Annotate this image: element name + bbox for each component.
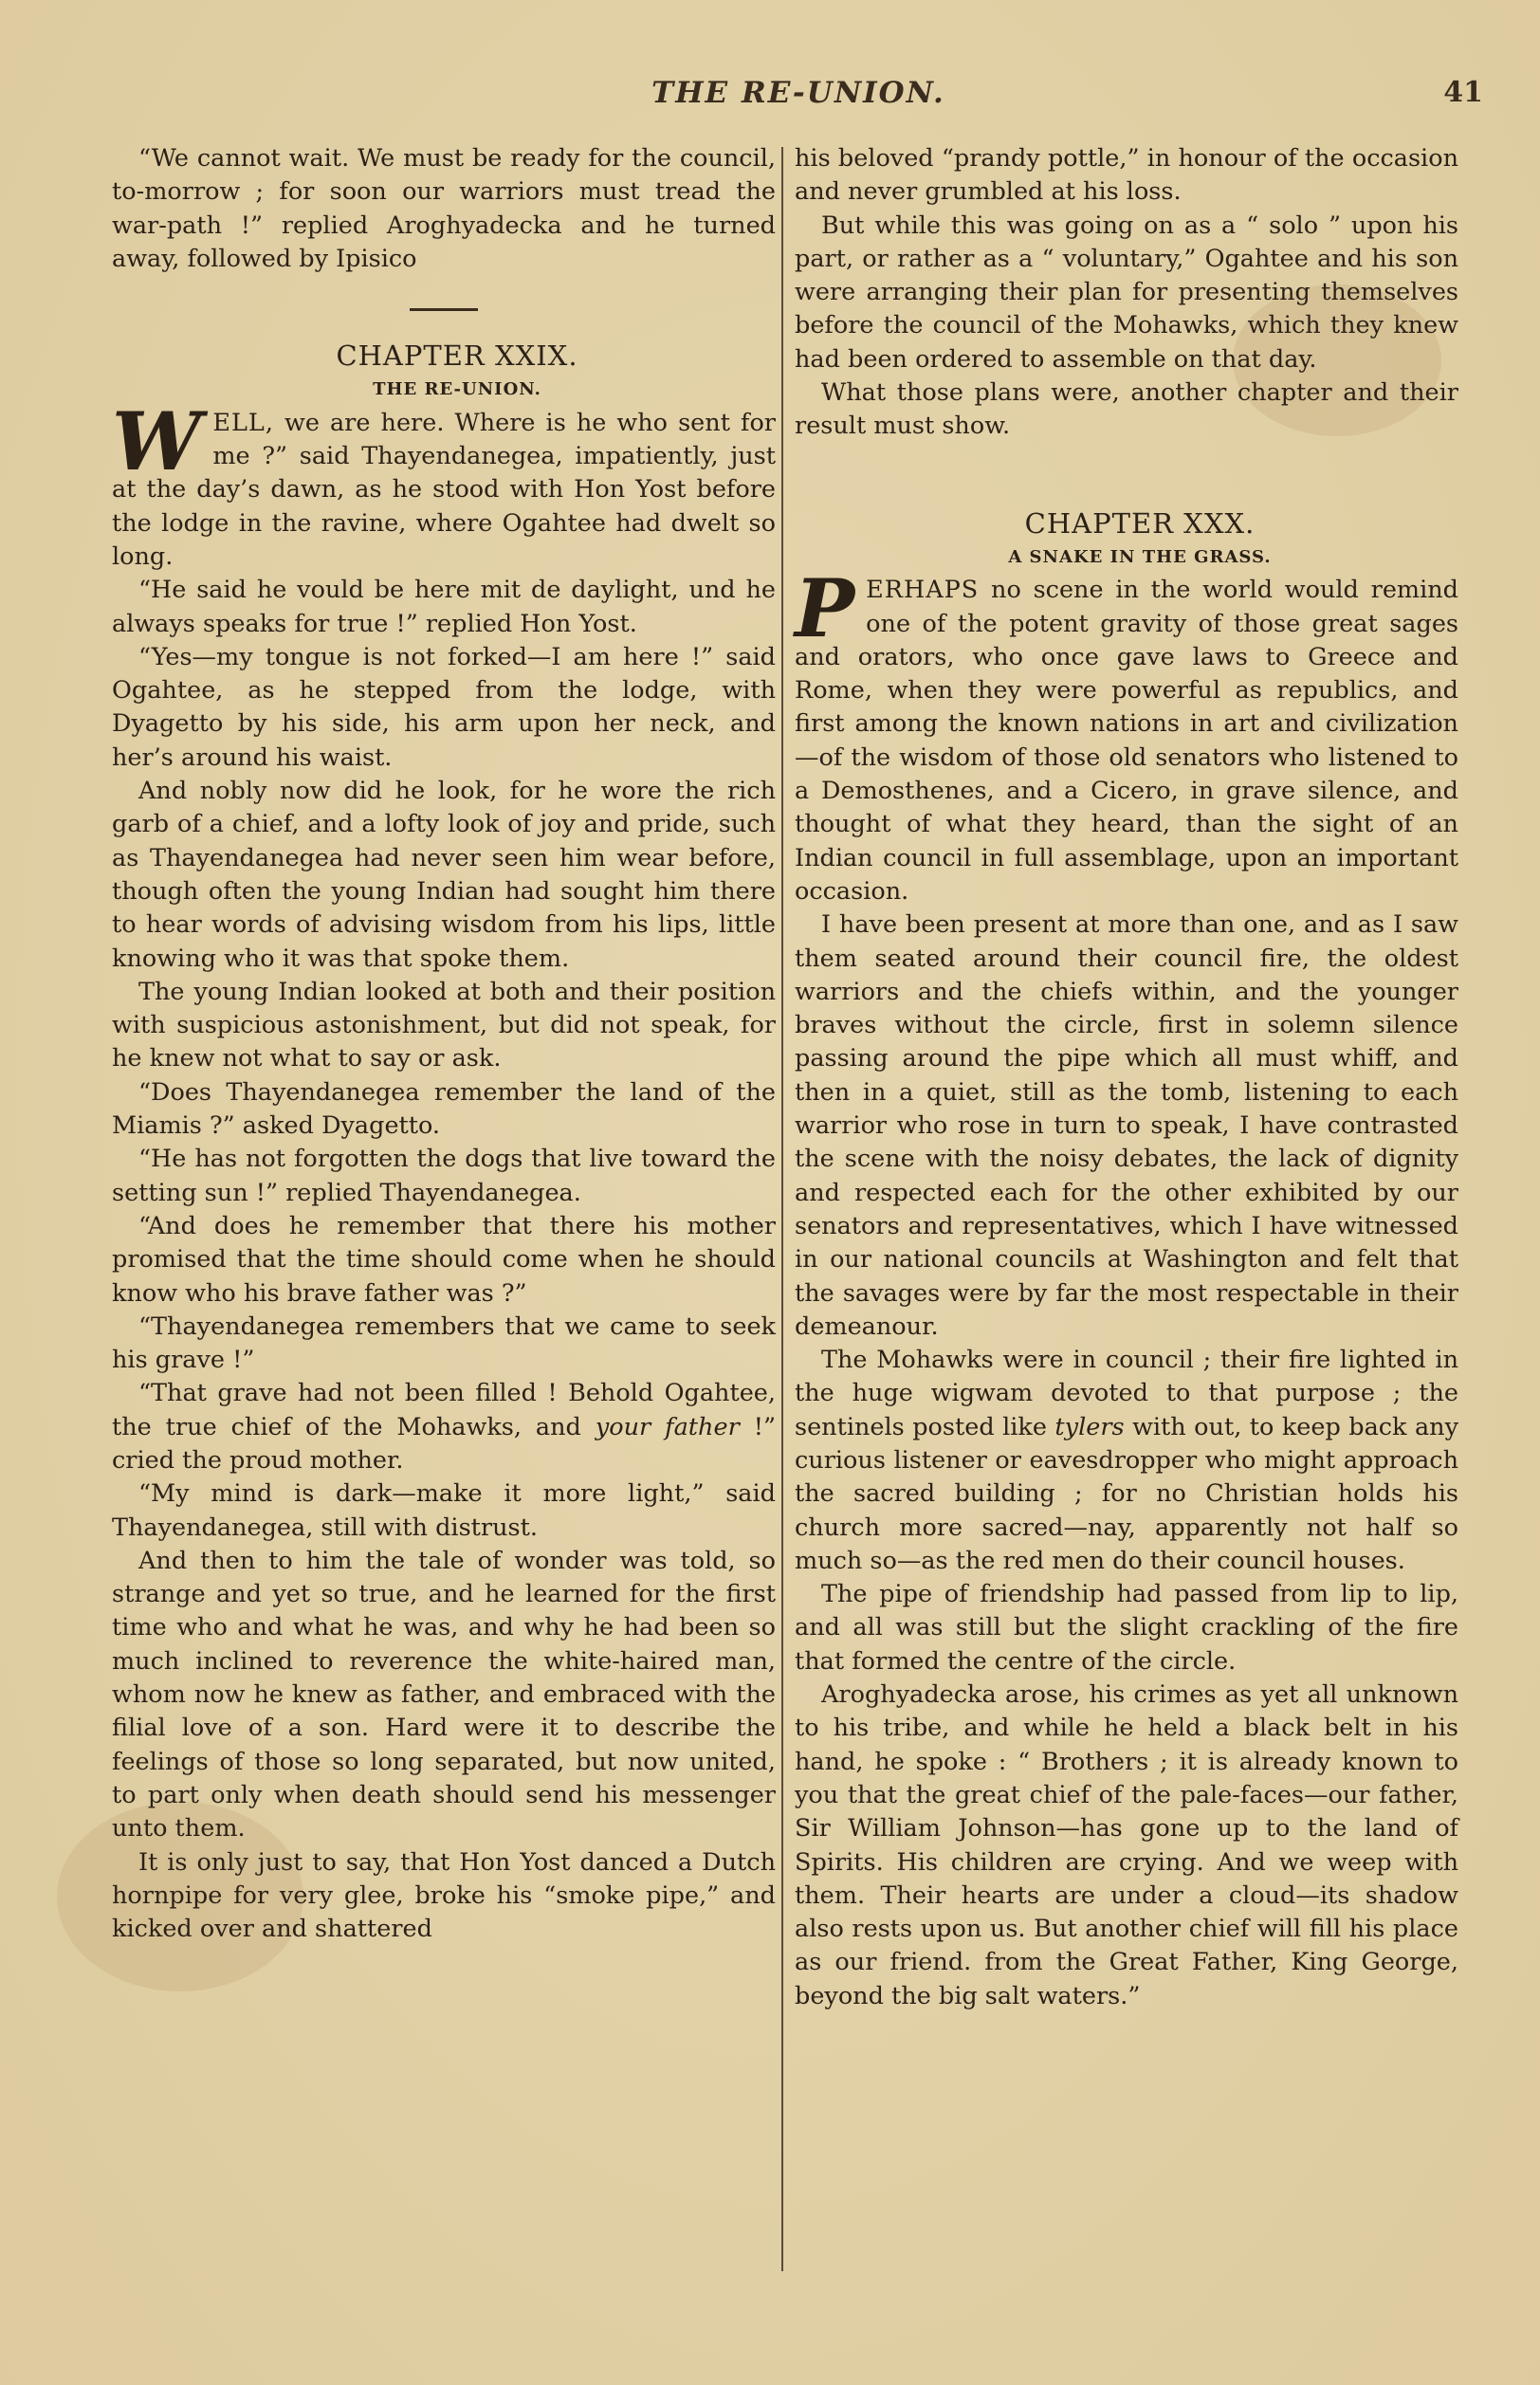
paragraph-dropcap [795,561,1458,908]
paragraph: It is only just to say, that Hon Yost danced a Dutch hornpipe for very glee, broke his “smoke pipe,” and kicked over and shattered [112,1847,776,1944]
left-column [112,142,776,1946]
paragraph: “We cannot wait. We must be ready for the council, to-morrow ; for soon our warriors must tread the war-path !” replied Aroghyadecka and he turned away, followed by Ipisico [112,144,776,273]
right-column [795,142,1458,2013]
emphasis-text: tylers [1054,1412,1125,1441]
section-divider [410,308,478,311]
running-head [114,76,1483,114]
paragraph: But while this was going on as a “ solo ” upon his part, or rather as a “ voluntary,” Ogahtee and his son were arranging their plan for presenting themselves before the council of the Mohawks, which they knew had been ordered to assemble on that day. [795,211,1458,374]
emphasis-text: your father [595,1412,740,1441]
paragraph: What those plans were, another chapter and their result must show. [795,378,1458,441]
paragraph: “My mind is dark—make it more light,” said Thayendanegea, still with distrust. [112,1479,776,1542]
paragraph: “And does he remember that there his mother promised that the time should come when he should know who his brave father was ?” [112,1211,776,1308]
paragraph: “Thayendanegea remembers that we came to seek his grave !” [112,1312,776,1375]
paragraph: The young Indian looked at both and their position with suspicious astonishment, but did not speak, for he knew not what to say or ask. [112,977,776,1073]
chapter-title: CHAPTER XXIX. [336,339,578,373]
paragraph: And then to him the tale of wonder was told, so strange and yet so true, and he learned for the first time who and what he was, and why he had been so much inclined to reverence the white-haired man, whom now he knew as father, and embraced with the filial love of a son. Hard were it to describe the feelings of those so long separated, but now united, to part only when death should send his messenger unto them. [112,1546,776,1844]
paragraph: “He has not forgotten the dogs that live toward the setting sun !” replied Thayendanegea. [112,1145,776,1207]
paragraph-text: “That grave had not been filled ! Behold Ogahtee, the true chief of the Mohawks, and [112,1379,776,1441]
paragraph: And nobly now did he look, for he wore the rich garb of a chief, and a lofty look of joy and pride, such as Thayendanegea had never seen him wear before, though often the young Indian had sought him there to hear words of advising wisdom from his lips, little knowing who it was that spoke them. [112,777,776,973]
opening-word: ELL, [212,408,274,437]
paragraph: The pipe of friendship had passed from lip to lip, and all was still but the slight crackling of the fire that formed the centre of the circle. [795,1580,1458,1676]
paragraph: “He said he vould be here mit de daylight, und he always speaks for true !” replied Hon Yost. [112,576,776,638]
paragraph-text: The Mohawks were in council ; their fire lighted in the huge wigwam devoted to that purpose ; the sentinels posted like [795,1346,1458,1441]
paragraph: “Yes—my tongue is not forked—I am here !” said Ogahtee, as he stepped from the lodge, with Dyagetto by his side, his arm upon her neck, and her’s around his waist. [112,642,776,772]
paragraph-text: no scene in the world would remind one of the potent gravity of those great sages and orators, who once gave laws to Greece and Rome, when they were powerful as republics, and first among the known nations in art and civilization—of the wisdom of those old senators who listened to a Demosthenes, and a Cicero, in grave silence, and thought of what they heard, than the sight of an Indian council in full assemblage, upon an important occasion. [795,576,1458,906]
chapter-subtitle: A SNAKE IN THE GRASS. [1008,546,1272,567]
column-divider [781,147,783,2271]
chapter-title: CHAPTER XXX. [1024,506,1256,540]
paragraph: Aroghyadecka arose, his crimes as yet all unknown to his tribe, and while he held a black belt in his hand, he spoke : “ Brothers ; it is already known to you that the great chief of the pale-faces—our father, Sir William Johnson—has gone up to the land of Spirits. His children are crying. And we weep with them. Their hearts are under a cloud—its shadow also rests upon us. But another chief will fill his place as our friend. from the Great Father, King George, beyond the big salt waters.” [795,1680,1458,2010]
chapter-subtitle: THE RE-UNION. [373,379,541,400]
paragraph-text: with out, to keep back any curious listener or eavesdropper who might approach the sacred building ; for no Christian holds his church more sacred—nay, apparently not half so much so—as the red men do their council houses. [795,1412,1458,1575]
opening-word: ERHAPS [866,576,980,605]
paragraph-text: we are here. Where is he who sent for me ?” said Thayendanegea, impatiently, just at the day’s dawn, as he stood with Hon Yost before the lodge in the ravine, where Ogahtee had dwelt so long. [112,408,776,571]
drop-cap: W [112,394,202,488]
paragraph-text: !” cried the proud mother. [112,1412,777,1475]
paragraph: his beloved “prandy pottle,” in honour of the occasion and never grumbled at his loss. [795,144,1458,207]
paragraph [795,1344,1458,1578]
running-title: THE RE-UNION. [651,76,945,110]
drop-cap: P [795,561,855,656]
paragraph [112,1377,776,1477]
paragraph-dropcap [112,394,776,574]
paragraph: “Does Thayendanegea remember the land of the Miamis ?” asked Dyagetto. [112,1077,776,1141]
page-number: 41 [1443,76,1483,109]
paragraph: I have been present at more than one, and as I saw them seated around their council fire, the oldest warriors and the chiefs within, and the younger braves without the circle, first in solemn silence passing around the pipe which all must whiff, and then in a quiet, still as the tomb, listening to each warrior who rose in turn to speak, I have contrasted the scene with the noisy debates, the lack of dignity and respected each for the other exhibited by our senators and representatives, which I have witnessed in our national councils at Washington and felt that the savages were by far the most respectable in their demeanour. [795,910,1458,1341]
